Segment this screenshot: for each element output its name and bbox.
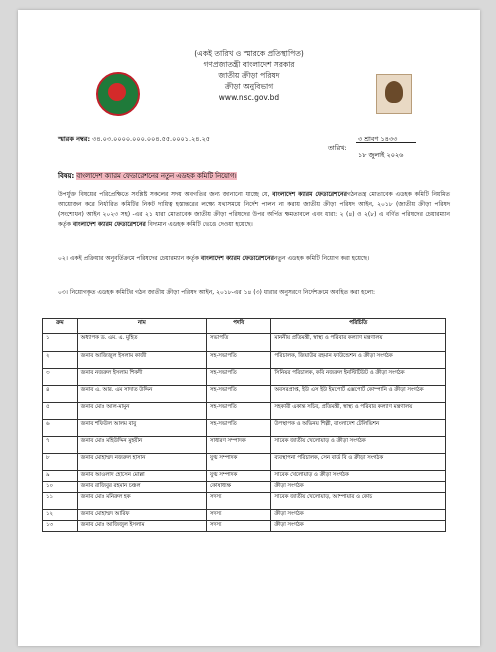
cell-designation: যুগ্ম সম্পাদক [206,454,270,471]
date-english: ১৮ জুলাই ২০২৬ [358,151,404,159]
cell-serial: ৮ [43,454,78,471]
cell-designation: সহ-সভাপতি [206,386,270,403]
cell-identity: সহকারী একান্ত সচিব, প্রতিমন্ত্রী, স্বাস্থ্য ও পরিবার কল্যাণ মন্ত্রণালয় [271,403,446,420]
cell-identity: ক্রীড়া সংগঠক [271,482,446,493]
cell-identity: সিনিয়র পরিচালক, কবি নজরুল ইনস্টিটিউট ও ক্রীড়া সংগঠক [271,369,446,386]
cell-name: জনাব মোঃ মহিউদ্দিন মুহয়ীন [77,437,206,454]
cell-designation: সভাপতি [206,334,270,352]
subject-text: বাংলাদেশ ক্যারম ফেডারেশনের নতুন এডহক কমিটি নিয়োগ। [76,172,237,180]
cell-name: জনাব মোঃ আল-মামুন [77,403,206,420]
date-block [358,131,403,163]
cell-name: জনাব আজিজুল ইসলাম কাজী [77,352,206,369]
cell-designation: সদস্য [206,521,270,532]
p1-text-c: গঠনতন্ত্র মোতাবেক এডহক কমিটি নিয়মিত আয়োজন করে নির্ধারিত কমিটির নিকট দায়িত্ব হস্তান্তরের লক্ষ্যে যথাসময়ে নির্দেশ পালন না করায় জাতীয় ক্রীড়া পরিষদ আইন, ২০১৮ (জাতীয় ক্রীড়া পরিষদ (সংশোধন) আইন ২০২৩ সহ) -এর ২১ ধারা মোতাবেক জাতীয় ক্রীড়া পরিষদের উপর অর্পিত ক্ষমতাবলে এবং ধারা: ২ (৪) ও ২(৮) এ বর্ণিত পরিষদের চেয়ারম্যান কর্তৃক [58,191,450,228]
cell-serial: ৫ [43,403,78,420]
table-row [43,471,446,482]
memo-number [58,134,210,145]
cell-serial: ১১ [43,493,78,510]
table-row [43,369,446,386]
cell-identity: সাবেক খেলোয়াড় ও ক্রীড়া সংগঠক [271,471,446,482]
cell-designation: সহ-সভাপতি [206,403,270,420]
cell-name: জনাব মোহাম্মদ আরিফ [77,510,206,521]
table-row [43,437,446,454]
table-row [43,420,446,437]
council-name: জাতীয় ক্রীড়া পরিষদ [218,71,280,80]
table-row [43,386,446,403]
cell-name: জনাব শফিউল আলম বাবু [77,420,206,437]
cell-designation: সহ-সভাপতি [206,369,270,386]
cell-serial: ৪ [43,386,78,403]
cell-designation: সদস্য [206,510,270,521]
memo-value: ৩৪.০৩.০০০০.০০০.০০৪.৫৫.০০০১.২৪.২৫ [92,135,211,143]
letterhead [18,48,480,103]
p1-federation-b: বাংলাদেশ ক্যারম ফেডারেশনের [72,221,146,228]
cell-name: জনাব নজরুল ইসলাম শিকদী [77,369,206,386]
cell-identity: অবসরপ্রাপ্ত, ইউ এস ইউ ইমপোর্ট এক্সপোর্ট কোম্পানি ও ক্রীড়া সংগঠক [271,386,446,403]
cell-identity: উপস্থাপক ও অভিনয় শিল্পী, বাংলাদেশ টেলিভিশন [271,420,446,437]
cell-designation: সহ-সভাপতি [206,420,270,437]
website: www.nsc.gov.bd [218,93,280,102]
table-row [43,334,446,352]
division-name: ক্রীড়া অনুবিভাগ [224,82,274,91]
cell-identity: ক্রীড়া সংগঠক [271,510,446,521]
cell-name: জনাব আওলাদ হোসেন মোল্লা [77,471,206,482]
p1-text-e: বিদ্যমান এডহক কমিটি ভেঙে দেওয়া হয়েছে। [147,221,253,228]
paragraph-3: ০৩। নিয়োগকৃত এডহক কমিটির গঠন জাতীয় ক্রীড়া পরিষদ আইন, ২০১৮-এর ১৪ (৩) ধারার অনুসরণে নির্দেশক্রমে অবহিত করা হলো: [58,289,375,296]
p2-text-a: ০২। একই প্রক্রিয়ার অনুবর্তিক্রমে পরিষদের চেয়ারম্যান কর্তৃক [58,255,199,262]
table-row [43,403,446,420]
cell-identity: ব্যবস্থাপনা পরিচালক, সেন বার্ড বি ও ক্রীড়া সংগঠক [271,454,446,471]
cell-identity: সাবেক জাতীয় খেলোয়াড় ও ক্রীড়া সংগঠক [271,437,446,454]
memo-label: স্মারক নম্বর: [58,135,91,143]
date-divider [356,142,416,143]
p1-federation-a: বাংলাদেশ ক্যারম ফেডারেশনের [272,191,347,198]
table-row [43,454,446,471]
cell-identity: সাবেক জাতীয় খেলোয়াড়, আম্পায়ার ও কোচ [271,493,446,510]
p1-text-a: উপর্যুক্ত বিষয়ের পরিপ্রেক্ষিতে সংশ্লিষ্ট সকলের সদয় অবগতির জন্য জানানো যাচ্ছে যে, [58,191,270,198]
date-label: তারিখ: [328,144,347,152]
cell-serial: ৬ [43,420,78,437]
table-row [43,510,446,521]
cell-designation: সাধারণ সম্পাদক [206,437,270,454]
cell-serial: ৭ [43,437,78,454]
cell-name: জনাব এ. আর. এম সাদাত উদ্দিন [77,386,206,403]
subject-label: বিষয়: [58,172,75,180]
replacement-note: (একই তারিখ ও স্মারকে প্রতিস্থাপিত) [194,49,304,58]
table-row [43,482,446,493]
cell-name: জনাব মোঃ মনিরুল হক [77,493,206,510]
col-serial: ক্রম [43,319,78,334]
col-name: নাম [77,319,206,334]
cell-identity: মাননীয় প্রতিমন্ত্রী, স্বাস্থ্য ও পরিবার কল্যাণ মন্ত্রণালয় [271,334,446,352]
cell-name: অধ্যাপক ড. এম. এ. মুহিত [77,334,206,352]
cell-designation: সদস্য [206,493,270,510]
paragraph-1 [58,190,450,230]
cell-serial: ৩ [43,369,78,386]
cell-name: জনাব মোহাম্মদ নজরুল হাসান [77,454,206,471]
cell-designation: কোষাধ্যক্ষ [206,482,270,493]
cell-serial: ১২ [43,510,78,521]
cell-designation: সহ-সভাপতি [206,352,270,369]
paragraph-2 [58,254,450,264]
table-row [43,521,446,532]
table-header-row [43,319,446,334]
table-row [43,493,446,510]
cell-serial: ১৩ [43,521,78,532]
p2-federation: বাংলাদেশ ক্যারম ফেডারেশনের [200,255,274,262]
cell-identity: ক্রীড়া সংগঠক [271,521,446,532]
col-identity: পরিচিতি [271,319,446,334]
cell-name: জনাব মোঃ আজিজুল ইসলাম [77,521,206,532]
subject-line [58,170,237,182]
cell-identity: পরিচালক, জিয়াউর রহমান ফাউন্ডেশন ও ক্রীড়া সংগঠক [271,352,446,369]
date-bangla: ৩ শ্রাবণ ১৪৩৩ [358,135,398,143]
cell-serial: ৯ [43,471,78,482]
cell-serial: ১০ [43,482,78,493]
cell-name: জনাব রাজিবুর রহমান চঞ্চল [77,482,206,493]
cell-serial: ১ [43,334,78,352]
committee-table [42,318,446,532]
table-row [43,352,446,369]
p2-text-c: নতুন এডহক কমিটি নিয়োগ করা হয়েছে। [273,255,370,262]
cell-serial: ২ [43,352,78,369]
col-designation: পদবি [206,319,270,334]
cell-designation: যুগ্ম সম্পাদক [206,471,270,482]
govt-name: গণপ্রজাতন্ত্রী বাংলাদেশ সরকার [203,60,295,69]
